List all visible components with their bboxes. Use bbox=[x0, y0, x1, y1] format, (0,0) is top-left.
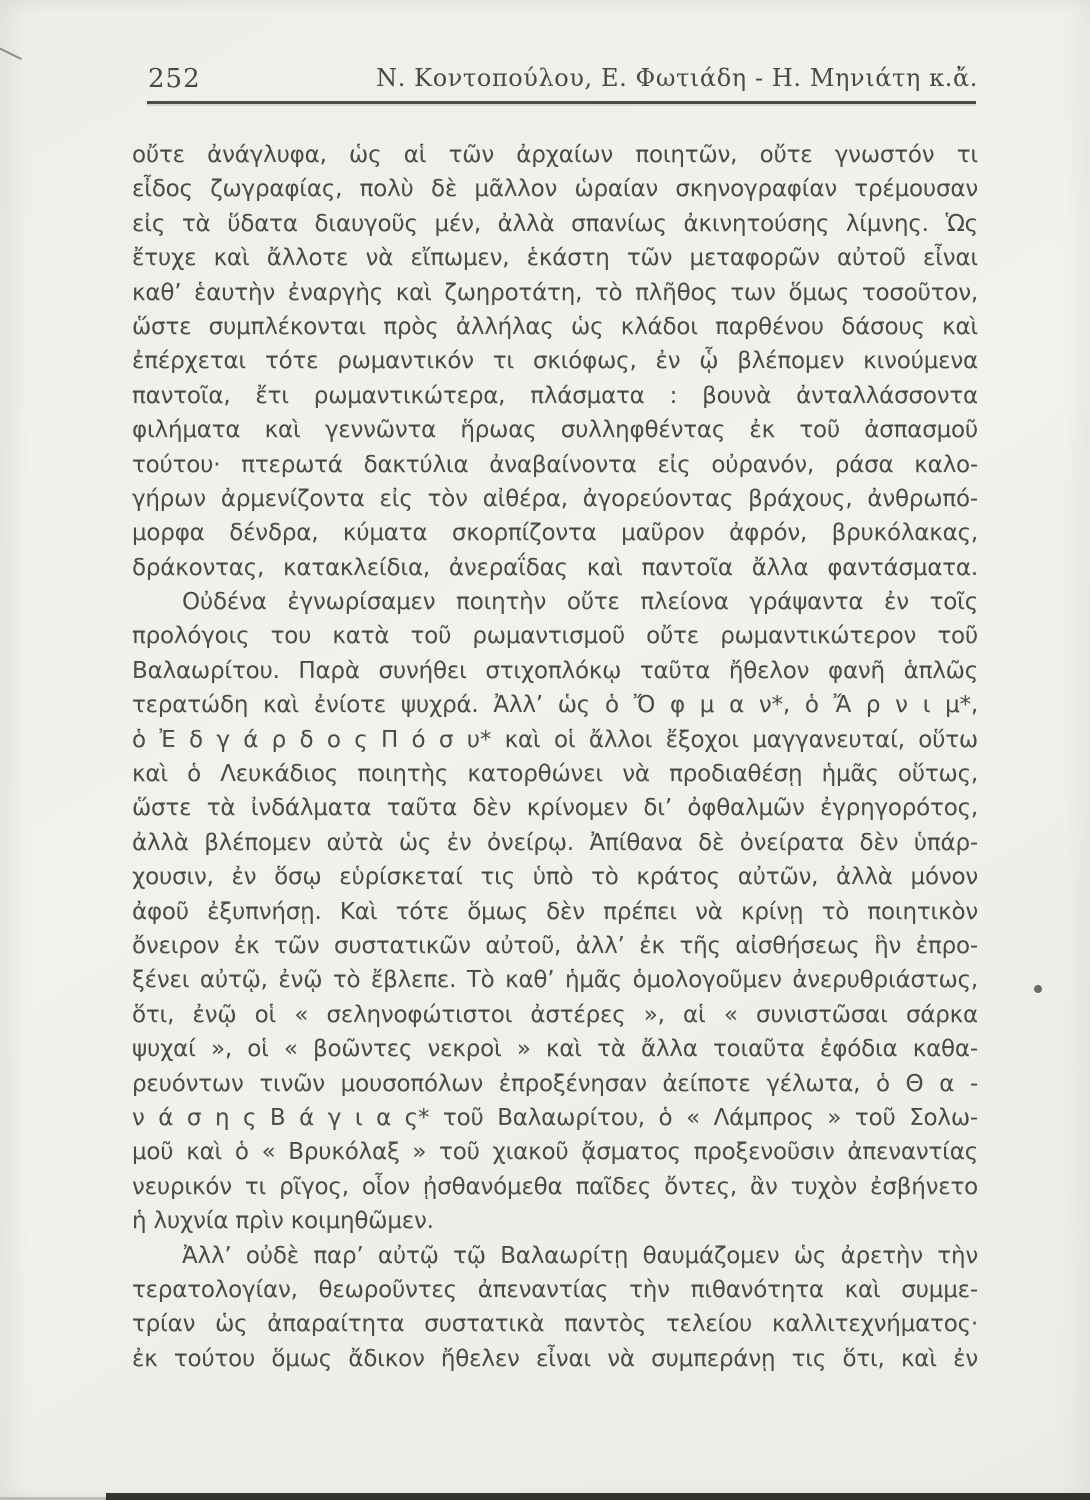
text-line: καθ’ ἑαυτὴν ἐναργὴς καὶ ζωηροτάτη, τὸ πλῆθος των ὅμως τοσοῦτον, bbox=[132, 279, 978, 306]
text-line: ὄνειρον ἐκ τῶν συστατικῶν αὐτοῦ, ἀλλ’ ἐκ τῆς αἰσθήσεως ἣν ἐπρο- bbox=[132, 932, 978, 959]
text-line: ὅτι, ἐνῷ οἱ « σεληνοφώτιστοι ἀστέρες », αἱ « συνιστῶσαι σάρκα bbox=[132, 1001, 978, 1028]
text-line: ν ά σ η ς Β ά γ ι α ς* τοῦ Βαλαωρίτου, ὁ « Λάμπρος » τοῦ Σολω- bbox=[132, 1104, 978, 1131]
running-header-text: Ν. Κοντοπούλου, Ε. Φωτιάδη - Η. Μηνιάτη κ.ἄ. bbox=[376, 64, 978, 92]
text-line: εἶδος ζωγραφίας, πολὺ δὲ μᾶλλον ὡραίαν σκηνογραφίαν τρέμουσαν bbox=[132, 176, 978, 203]
text-line: μοῦ καὶ ὁ « Βρυκόλαξ » τοῦ χιακοῦ ᾄσματος προξενοῦσιν ἀπεναντίας bbox=[132, 1139, 978, 1166]
text-line: χουσιν, ἐν ὅσῳ εὑρίσκεταί τις ὑπὸ τὸ κράτος αὐτῶν, ἀλλὰ μόνον bbox=[132, 864, 978, 891]
text-line: μορφα δένδρα, κύματα σκορπίζοντα μαῦρον ἀφρόν, βρυκόλακας, bbox=[132, 520, 978, 547]
text-line: ἐπέρχεται τότε ρωμαντικόν τι σκιόφως, ἐν ᾧ βλέπομεν κινούμενα bbox=[132, 348, 978, 375]
text-line: νευρικόν τι ρῖγος, οἷον ᾐσθανόμεθα παῖδες ὄντες, ἂν τυχὸν ἐσβήνετο bbox=[132, 1173, 978, 1200]
text-line: ὁ Ἐ δ γ ά ρ δ ο ς Π ό σ υ* καὶ οἱ ἄλλοι ἔξοχοι μαγγανευταί, οὕτω bbox=[132, 726, 978, 753]
text-line: δράκοντας, κατακλείδια, ἀνεραΐδας καὶ παντοῖα ἄλλα φαντάσματα. bbox=[132, 554, 978, 581]
scan-bottom-edge bbox=[106, 1493, 1090, 1500]
text-line: καὶ ὁ Λευκάδιος ποιητὴς κατορθώνει νὰ προδιαθέσῃ ἡμᾶς οὕτως, bbox=[132, 761, 978, 788]
text-line: τερατώδη καὶ ἐνίοτε ψυχρά. Ἀλλ’ ὡς ὁ Ὄ φ μ α ν*, ὁ Ἄ ρ ν ι μ*, bbox=[132, 692, 978, 719]
text-line: Βαλαωρίτου. Παρὰ συνήθει στιχοπλόκῳ ταῦτα ἤθελον φανῆ ἁπλῶς bbox=[132, 657, 978, 684]
text-line: παντοῖα, ἔτι ρωμαντικώτερα, πλάσματα : βουνὰ ἀνταλλάσσοντα bbox=[132, 382, 978, 409]
scan-corner-mark bbox=[0, 46, 22, 60]
page-number: 252 bbox=[148, 64, 201, 94]
text-line: ἀλλὰ βλέπομεν αὐτὰ ὡς ἐν ὀνείρῳ. Ἀπίθανα δὲ ὀνείρατα δὲν ὑπάρ- bbox=[132, 829, 978, 856]
ink-spot bbox=[1034, 985, 1042, 993]
text-line: ἀφοῦ ἐξυπνήσῃ. Καὶ τότε ὅμως δὲν πρέπει νὰ κρίνῃ τὸ ποιητικὸν bbox=[132, 898, 978, 925]
text-line: φιλήματα καὶ γεννῶντα ἥρωας συλληφθέντας ἐκ τοῦ ἀσπασμοῦ bbox=[132, 417, 978, 444]
text-line: γήρων ἀρμενίζοντα εἰς τὸν αἰθέρα, ἀγορεύοντας βράχους, ἀνθρωπό- bbox=[132, 485, 978, 512]
text-line: ρευόντων τινῶν μουσοπόλων ἐπροξένησαν ἀείποτε γέλωτα, ὁ Θ α - bbox=[132, 1070, 978, 1097]
text-line: ἡ λυχνία πρὶν κοιμηθῶμεν. bbox=[132, 1208, 434, 1235]
body-text bbox=[132, 138, 978, 1376]
text-line: ὥστε τὰ ἰνδάλματα ταῦτα δὲν κρίνομεν δι’ ὀφθαλμῶν ἐγρηγορότος, bbox=[132, 795, 978, 822]
text-line: Οὐδένα ἐγνωρίσαμεν ποιητὴν οὔτε πλείονα γράψαντα ἐν τοῖς bbox=[182, 589, 978, 616]
text-line: Ἀλλ’ οὐδὲ παρ’ αὐτῷ τῷ Βαλαωρίτῃ θαυμάζομεν ὡς ἀρετὴν τὴν bbox=[182, 1242, 978, 1269]
text-line: ξένει αὐτῷ, ἐνῷ τὸ ἔβλεπε. Τὸ καθ’ ἡμᾶς ὁμολογοῦμεν ἀνερυθριάστως, bbox=[132, 967, 978, 994]
text-line: προλόγοις του κατὰ τοῦ ρωμαντισμοῦ οὔτε ρωμαντικώτερον τοῦ bbox=[132, 623, 978, 650]
text-line: ἐκ τούτου ὅμως ἄδικον ἤθελεν εἶναι νὰ συμπεράνῃ τις ὅτι, καὶ ἐν bbox=[132, 1345, 978, 1372]
text-line: τρίαν ὡς ἀπαραίτητα συστατικὰ παντὸς τελείου καλλιτεχνήματος· bbox=[132, 1311, 978, 1338]
text-line: ὥστε συμπλέκονται πρὸς ἀλλήλας ὡς κλάδοι παρθένου δάσους καὶ bbox=[132, 313, 978, 340]
text-line: τούτου· πτερωτά δακτύλια ἀναβαίνοντα εἰς οὐρανόν, ράσα καλο- bbox=[132, 451, 978, 478]
text-line: τερατολογίαν, θεωροῦντες ἀπεναντίας τὴν πιθανότητα καὶ συμμε- bbox=[132, 1276, 978, 1303]
text-line: οὔτε ἀνάγλυφα, ὡς αἱ τῶν ἀρχαίων ποιητῶν, οὔτε γνωστόν τι bbox=[132, 142, 978, 168]
text-line: εἰς τὰ ὕδατα διαυγοῦς μέν, ἀλλὰ σπανίως ἀκινητούσης λίμνης. Ὡς bbox=[132, 210, 978, 237]
running-head bbox=[148, 64, 978, 94]
text-line: ἔτυχε καὶ ἄλλοτε νὰ εἴπωμεν, ἑκάστη τῶν μεταφορῶν αὐτοῦ εἶναι bbox=[132, 245, 978, 272]
text-line: ψυχαί », οἱ « βοῶντες νεκροὶ » καὶ τὰ ἄλλα τοιαῦτα ἐφόδια καθα- bbox=[132, 1036, 978, 1063]
header-rule bbox=[147, 101, 976, 104]
